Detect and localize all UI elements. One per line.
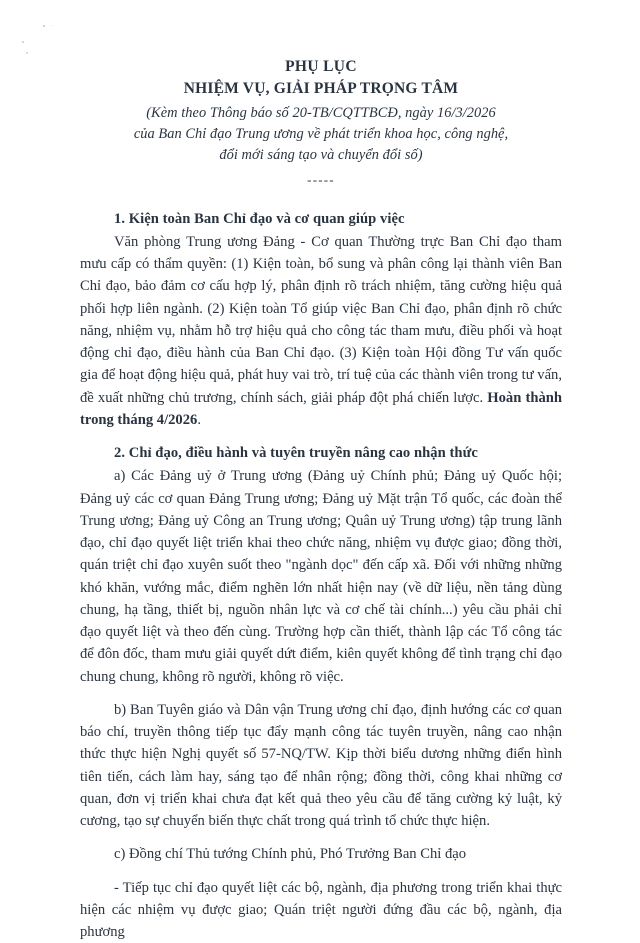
section-1-text-part-1: Văn phòng Trung ương Đảng - Cơ quan Thường trực Ban Chỉ đạo tham mưu cấp có thẩm quyền: (1) Kiện toàn, bổ sung và phân công lại thành viên Ban Chỉ đạo, bảo đảm cơ cấu hợp lý, phân định rõ trách nhiệm, tăng cường hiệu quả phối hợp liên ngành. (2) Kiện toàn Tổ giúp việc Ban Chỉ đạo, phân định rõ chức năng, nhiệm vụ, nhằm hỗ trợ hiệu quả cho công tác tham mưu, điều phối và hoạt động chỉ đạo, điều hành của Ban Chỉ đạo. (3) Kiện toàn Hội đồng Tư vấn quốc gia để hoạt động hiệu quả, phát huy vai trò, trí tuệ của các thành viên trong tư vấn, đề xuất những chủ trương, chính sách, giải pháp đột phá chiến lược.	[80, 233, 562, 406]
header-separator: -----	[307, 171, 335, 187]
section-2-paragraph-a: a) Các Đảng uỷ ở Trung ương (Đảng uỷ Chính phủ; Đảng uỷ Quốc hội; Đảng uỷ các cơ quan Đảng Trung ương; Đảng uỷ Mặt trận Tổ quốc, các đoàn thể Trung ương; Đảng uỷ Công an Trung ương; Quân uỷ Trung ương) tập trung lãnh đạo, chỉ đạo quyết liệt triển khai theo chức năng, nhiệm vụ được giao; đồng thời, quán triệt chỉ đạo xuyên suốt theo "ngành dọc" đến cấp xã. Đối với những những khó khăn, vướng mắc, điểm nghẽn lớn nhất hiện nay (về dữ liệu, nền tảng dùng chung, hạ tầng, thiết bị, nguồn nhân lực và cơ chế tài chính...) yêu cầu phải chỉ đạo quyết liệt và theo đến cùng. Trường hợp cần thiết, thành lập các Tổ công tác để đôn đốc, tham mưu giải quyết dứt điểm, kiên quyết không để tình trạng chỉ đạo chung chung, không rõ người, không rõ việc.	[80, 468, 562, 685]
section-heading-1: 1. Kiện toàn Ban Chỉ đạo và cơ quan giúp việc	[114, 210, 405, 227]
document-header	[80, 56, 562, 186]
document-reference-line-1: (Kèm theo Thông báo số 20-TB/CQTTBCĐ, ngày 16/3/2026	[146, 105, 496, 121]
section-1-deadline-emphasis: Hoàn thành trong tháng 4/2026	[80, 389, 563, 428]
section-2-paragraph-c-item-1: - Tiếp tục chỉ đạo quyết liệt các bộ, ngành, địa phương trong triển khai thực hiện các nhiệm vụ được giao; Quán triệt người đứng đầu các bộ, ngành, địa phương	[80, 879, 562, 941]
section-1-paragraph	[80, 231, 562, 431]
document-title-primary: PHỤ LỤC	[285, 58, 357, 75]
section-1-text-part-2: .	[197, 411, 201, 428]
section-2-paragraph-b: b) Ban Tuyên giáo và Dân vận Trung ương chỉ đạo, định hướng các cơ quan báo chí, truyền thông tiếp tục đẩy mạnh công tác tuyên truyền, nâng cao nhận thức thực hiện Nghị quyết số 57-NQ/TW. Kịp thời biểu dương những điển hình tiên tiến, cách làm hay, sáng tạo để nhân rộng; đồng thời, công khai những cơ quan, đơn vị triển khai chưa đạt kết quả theo yêu cầu để tăng cường kỷ luật, kỷ cương, tạo sự chuyển biến thực chất trong quá trình tổ chức thực hiện.	[80, 701, 562, 830]
section-2-paragraph-c-heading: c) Đồng chí Thủ tướng Chính phủ, Phó Trưởng Ban Chỉ đạo	[114, 846, 467, 863]
document-body	[80, 208, 562, 943]
document-title-secondary: NHIỆM VỤ, GIẢI PHÁP TRỌNG TÂM	[183, 80, 459, 97]
document-reference-line-3: đổi mới sáng tạo và chuyển đổi số)	[219, 147, 423, 164]
section-heading-2: 2. Chỉ đạo, điều hành và tuyên truyền nâng cao nhận thức	[114, 445, 478, 462]
document-reference-line-2: của Ban Chỉ đạo Trung ương về phát triển khoa học, công nghệ,	[133, 126, 509, 143]
